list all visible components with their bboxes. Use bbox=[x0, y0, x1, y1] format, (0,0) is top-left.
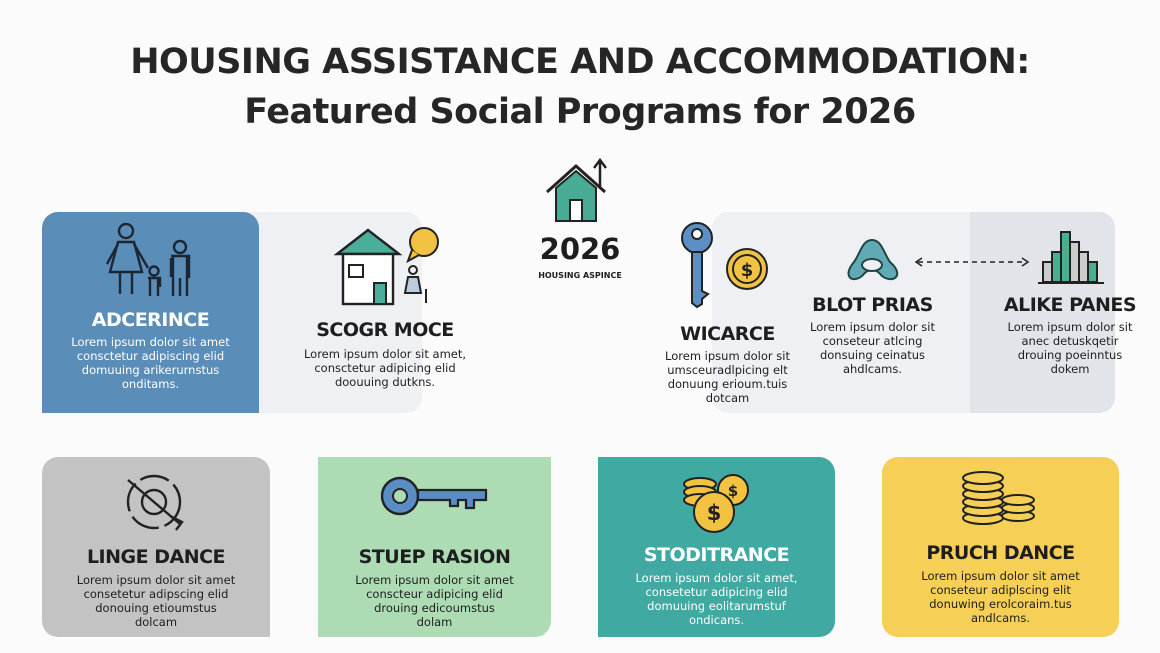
house-arrow-icon bbox=[543, 158, 618, 224]
card-body: Lorem ipsum dolor sit amet conseteur adiplscing elit donuwing erolcoraim.tus andlcams. bbox=[921, 569, 1080, 625]
card-heading: STODITRANCE bbox=[643, 544, 790, 566]
card-heading: SCOGR MOCE bbox=[316, 319, 454, 341]
center-subtitle: HOUSING ASPINCE bbox=[538, 271, 622, 280]
card-body: Lorem ipsum dolor sit anec detuskqetir drouing poeinntus dokem bbox=[1007, 320, 1133, 376]
bar-chart-icon bbox=[1036, 228, 1108, 286]
key-icon bbox=[378, 474, 490, 518]
page-title: HOUSING ASSISTANCE AND ACCOMMODATION: bbox=[130, 42, 1030, 82]
family-icon bbox=[103, 222, 198, 298]
card-body: Lorem ipsum dolor sit amet, consctetur adipicing elid doouuing dutkns. bbox=[303, 347, 467, 389]
card-body: Lorem ipsum dolor sit umsceuradlpicing elt donuung erioum.tuis dotcam bbox=[665, 349, 790, 405]
card-heading: ADCERINCE bbox=[91, 309, 210, 331]
svg-text:$: $ bbox=[706, 501, 722, 525]
svg-text:$: $ bbox=[727, 482, 739, 500]
card-body: Lorem ipsum dolor sit amet consetetur adipscing elid donouing etioumstus dolcam bbox=[76, 573, 236, 629]
center-year: 2026 bbox=[539, 232, 621, 266]
card-heading: BLOT PRIAS bbox=[812, 294, 933, 316]
card-body: Lorem ipsum dolor sit amet conscteur adipicing elid drouing edicoumstus dolam bbox=[355, 573, 514, 629]
card-heading: LINGE DANCE bbox=[86, 546, 226, 568]
coin-stack-icon bbox=[958, 470, 1040, 528]
card-heading: ALIKE PANES bbox=[1003, 294, 1137, 316]
coins-icon bbox=[678, 470, 758, 536]
house-family-icon bbox=[333, 225, 445, 307]
compass-icon bbox=[120, 472, 188, 532]
card-body: Lorem ipsum dolor sit conseteur atlcing donsuing ceinatus ahdlcams. bbox=[810, 320, 935, 376]
card-heading: STUEP RASION bbox=[358, 546, 511, 568]
svg-text:$: $ bbox=[740, 260, 754, 281]
page-subtitle: Featured Social Programs for 2026 bbox=[244, 92, 916, 132]
card-body: Lorem ipsum dolor sit amet, consetetur adipicing elid domuuing eolitarumstuf ondicans. bbox=[635, 571, 798, 627]
card-heading: WICARCE bbox=[680, 323, 775, 345]
card-body: Lorem ipsum dolor sit amet consctetur adipiscing elid domuuing arikerurnstus onditams. bbox=[71, 335, 230, 391]
blob-arrow-icon bbox=[846, 236, 1032, 284]
key-coin-icon bbox=[678, 221, 774, 309]
card-heading: PRUCH DANCE bbox=[926, 542, 1075, 564]
